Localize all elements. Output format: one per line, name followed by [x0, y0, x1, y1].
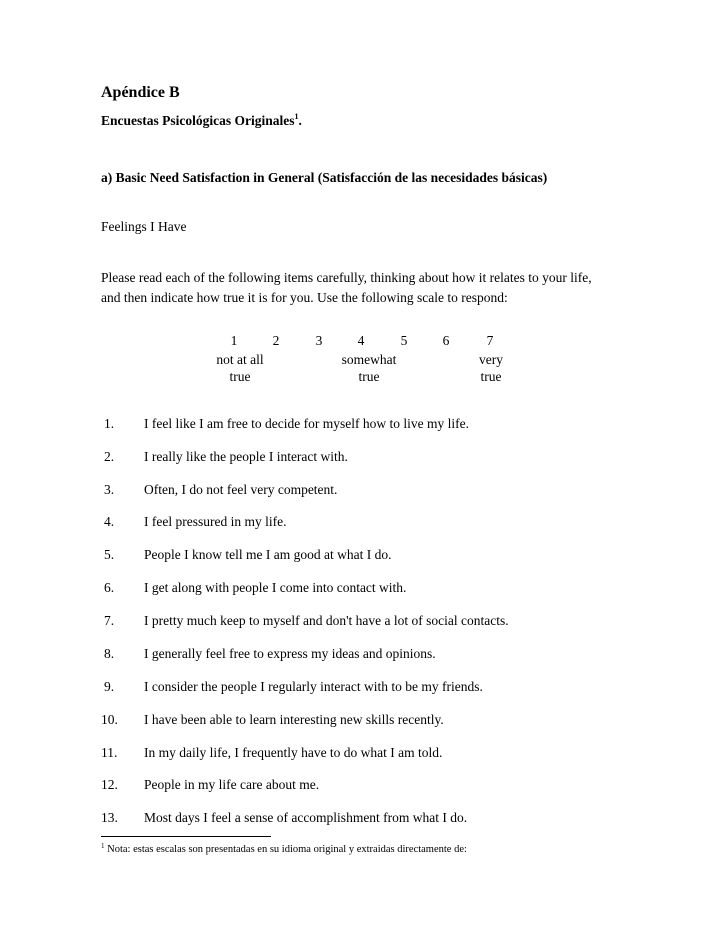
- item-text: I have been able to learn interesting new skills recently.: [144, 712, 444, 727]
- item-number: 7.: [104, 613, 115, 628]
- scale-number: 1: [230, 333, 238, 348]
- item-text: I feel like I am free to decide for myself how to live my life.: [144, 416, 470, 431]
- item-text: People I know tell me I am good at what I do.: [144, 547, 392, 562]
- footnote-reference: 1: [294, 112, 299, 121]
- item-number: 1.: [104, 416, 115, 431]
- item-number: 3.: [104, 482, 115, 497]
- subtitle: [101, 112, 302, 129]
- scale-anchor-label: true: [358, 369, 380, 384]
- item-text: I really like the people I interact with.: [144, 449, 348, 464]
- section-heading: a) Basic Need Satisfaction in General (Satisfacción de las necesidades básicas): [101, 170, 548, 185]
- item-text: I generally feel free to express my ideas and opinions.: [144, 646, 436, 661]
- instructions: [101, 268, 592, 308]
- item-text: In my daily life, I frequently have to do what I am told.: [144, 745, 443, 760]
- footnote-mark: 1: [101, 842, 105, 850]
- item-number: 2.: [104, 449, 115, 464]
- item-text: Often, I do not feel very competent.: [144, 482, 338, 497]
- scale-number: 3: [315, 333, 323, 348]
- item-number: 8.: [104, 646, 115, 661]
- scale-anchor-label: somewhat: [341, 352, 397, 367]
- item-text: I get along with people I come into contact with.: [144, 580, 407, 595]
- scale-number: 7: [486, 333, 494, 348]
- item-text: I pretty much keep to myself and don't have a lot of social contacts.: [144, 613, 509, 628]
- scale-anchor-label: very: [479, 352, 503, 367]
- scale-anchor-high: [446, 351, 536, 385]
- scale-anchor-low: [195, 351, 285, 385]
- scale-name: Feelings I Have: [101, 219, 187, 234]
- item-number: 9.: [104, 679, 115, 694]
- scale-anchor-label: true: [229, 369, 251, 384]
- subtitle-end: .: [298, 113, 302, 128]
- item-number: 12.: [101, 777, 118, 792]
- footnote-text: Nota: estas escalas son presentadas en su idioma original y extraidas directamente de:: [104, 844, 467, 855]
- subtitle-text: Encuestas Psicológicas Originales: [101, 113, 295, 128]
- scale-number: 5: [400, 333, 408, 348]
- scale-anchor-label: true: [480, 369, 502, 384]
- footnote-divider: [101, 836, 271, 837]
- item-number: 4.: [104, 514, 115, 529]
- item-number: 13.: [101, 810, 118, 825]
- item-text: People in my life care about me.: [144, 777, 320, 792]
- item-text: Most days I feel a sense of accomplishment from what I do.: [144, 810, 468, 825]
- item-text: I consider the people I regularly interact with to be my friends.: [144, 679, 483, 694]
- item-number: 10.: [101, 712, 118, 727]
- scale-anchor-label: not at all: [216, 352, 264, 367]
- scale-number: 4: [357, 333, 365, 348]
- item-number: 11.: [101, 745, 118, 760]
- item-number: 6.: [104, 580, 115, 595]
- footnote: [101, 842, 467, 855]
- item-number: 5.: [104, 547, 115, 562]
- appendix-title: Apéndice B: [101, 84, 180, 101]
- item-text: I feel pressured in my life.: [144, 514, 287, 529]
- instructions-line: and then indicate how true it is for you. Use the following scale to respond:: [101, 290, 508, 305]
- scale-anchor-mid: [324, 351, 414, 385]
- scale-number: 6: [442, 333, 450, 348]
- scale-number: 2: [272, 333, 280, 348]
- instructions-line: Please read each of the following items carefully, thinking about how it relates to your life,: [101, 270, 592, 285]
